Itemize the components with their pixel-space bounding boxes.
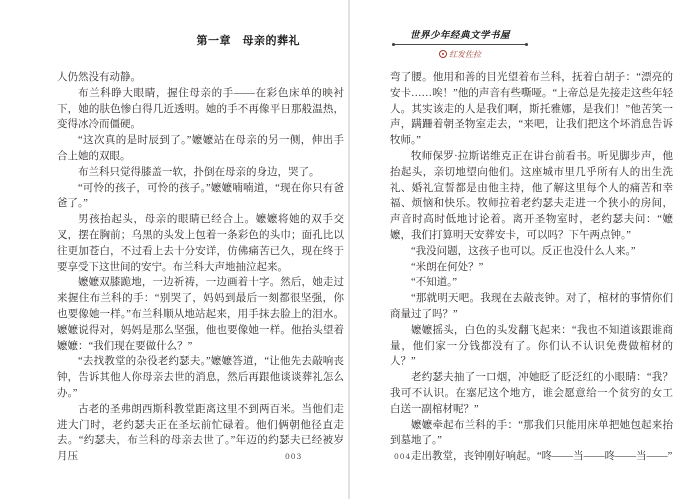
right-page-number: 004 — [394, 452, 412, 461]
series-logo-icon — [439, 50, 447, 58]
body-paragraph: 老约瑟夫抽了一口烟，冲她眨了眨泛红的小眼睛：“我？我可不认识。在塞尼这个地方，谁会愿意给一个贫穷的女工白送一副棺材呢？” — [390, 372, 673, 415]
rule-line — [395, 44, 525, 45]
body-paragraph: “我没问题，这孩子也可以。反正也没什么人来。” — [411, 245, 636, 257]
series-rule — [392, 43, 528, 46]
left-page-number: 003 — [285, 452, 303, 461]
body-paragraph: 人仍然没有动静。 — [57, 72, 141, 83]
body-paragraph: 走出教堂，丧钟刚好响起。“咚——当——咚——当——” — [411, 451, 673, 463]
body-paragraph: “可怜的孩子，可怜的孩子。”嬷嬷喃喃道，“现在你只有爸爸了。” — [57, 182, 344, 210]
body-paragraph: 嬷嬷摇头，白色的头发翻飞起来：“我也不知道该跟谁商量，他们家一分钱都没有了。你们认不认识免费做棺材的人？” — [390, 324, 673, 368]
body-paragraph: “这次真的是时辰到了。”嬷嬷站在母亲的另一侧，伸出手合上她的双眼。 — [57, 135, 344, 162]
page-gutter-divider — [348, 0, 350, 499]
body-paragraph: 古老的圣弗朗西斯科教堂距离这里不到两百米。当他们走进大门时，老约瑟夫正在圣坛前忙碌着。他们俩朝他径直走去。“约瑟夫，布兰科的母亲去世了。”年迈的约瑟夫已经被岁月压 — [57, 403, 344, 463]
body-paragraph: 布兰科睁大眼睛，握住母亲的手——在彩色床单的映衬下，她的肤色惨白得几近透明。她的手不再像平日那般温热，变得冰冷而僵硬。 — [57, 87, 344, 131]
body-paragraph: 嬷嬷双膝跪地，一边祈祷，一边画着十字。然后，她走过来握住布兰科的手：“别哭了，妈妈到最后一刻都很坚强，你也要像她一样。”布兰科顺从地站起来，用手抹去脸上的泪水。嬷嬷说得对，妈妈是那么坚强，他也要像她一样。他抬头望着嬷嬷：“我们现在要做什么？” — [57, 277, 344, 352]
body-paragraph: 牧师保罗·拉斯诺维克正在讲台前看书。听见脚步声，他抬起头，亲切地望向他们。这座城市里几乎所有人的出生洗礼、婚礼宣誓都是由他主持，他了解这里每个人的痛苦和幸福、烦恼和快乐。牧师拉着老约瑟夫走进一个狭小的房间，声音时高时低地讨论着。离开圣物室时，老约瑟夫问：“嬷嬷，我们打算明天安葬安卡，可以吗？下午两点钟。” — [390, 150, 673, 241]
left-page-body — [57, 70, 344, 465]
body-paragraph: 嬷嬷牵起布兰科的手：“那我们只能用床单把她包起来抬到墓地了。” — [390, 419, 673, 447]
body-paragraph: 布兰科只觉得膝盖一软，扑倒在母亲的身边，哭了。 — [78, 166, 320, 178]
series-tagline — [392, 49, 528, 60]
body-paragraph: “去找教堂的杂役老约瑟夫。”嬷嬷答道，“让他先去敲响丧钟，告诉其他人你母亲去世的消息，然后再跟他谈谈葬礼怎么办。” — [57, 356, 344, 399]
left-page — [57, 0, 344, 499]
body-paragraph: “不知道。” — [411, 277, 458, 289]
body-paragraph: “米朗在何处？” — [411, 261, 484, 273]
body-paragraph: 弯了腰。他用和善的目光望着布兰科，抚着白胡子：“漂亮的安卡……唉！”他的声音有些嘶哑。“上帝总是先接走这些年轻人。其实该走的人是我们啊，斯托雅娜，是我们！”他苦笑一声，蹒跚着朝圣物室走去，“来吧，让我们把这个坏消息告诉牧师。” — [390, 72, 673, 147]
body-paragraph: “那就明天吧。我现在去敲丧钟。对了，棺材的事情你们商量过了吗？” — [390, 293, 673, 320]
book-title: 红发佐拉 — [449, 50, 481, 59]
rule-dot-right-icon — [525, 43, 528, 46]
right-page — [390, 0, 673, 499]
series-banner — [392, 27, 528, 60]
series-title: 世界少年经典文学书屋 — [409, 30, 510, 41]
body-paragraph: 男孩抬起头，母亲的眼睛已经合上。嬷嬷将她的双手交叉，摆在胸前；乌黑的头发上包着一条彩色的头巾；面孔比以往更加苍白，不过看上去十分安详，仿佛痛苦已久，现在终于要享受下这世间的安宁。布兰科大声地抽泣起来。 — [57, 214, 344, 273]
chapter-heading: 第一章 母亲的葬礼 — [196, 34, 300, 47]
right-page-body — [390, 70, 673, 465]
